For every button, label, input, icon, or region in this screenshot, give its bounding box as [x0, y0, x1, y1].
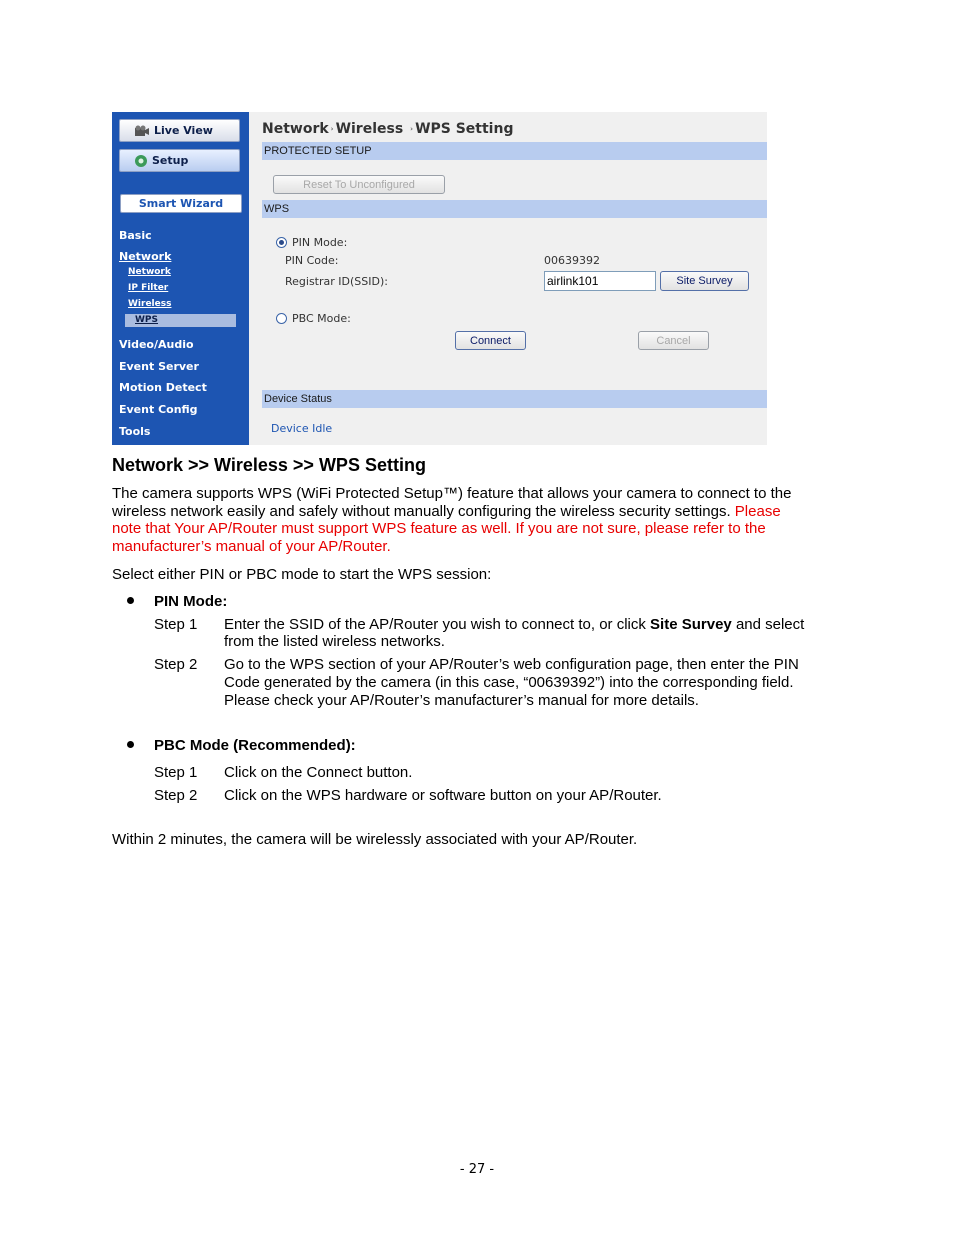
- nav-network[interactable]: Network: [119, 250, 172, 263]
- nav-event-server[interactable]: Event Server: [119, 360, 199, 373]
- device-status-header: Device Status: [262, 390, 767, 408]
- setup-button[interactable]: [119, 149, 240, 172]
- site-survey-emphasis: Site Survey: [650, 616, 732, 633]
- pin-mode-radio[interactable]: [276, 237, 287, 248]
- pin-step1-text-end: and select: [735, 616, 805, 633]
- nav-basic[interactable]: Basic: [119, 229, 152, 242]
- intro-line-2-text: wireless network easily and safely without manually configuring the wireless security settings.: [112, 503, 731, 520]
- subnav-network[interactable]: Network: [128, 267, 171, 277]
- pin-step2-line-3: Please check your AP/Router’s manufacturer’s manual for more details.: [224, 692, 699, 709]
- pbc-step1-label: Step 1: [154, 764, 198, 781]
- intro-line-1: The camera supports WPS (WiFi Protected Setup™) feature that allows your camera to connect to the: [112, 485, 792, 502]
- intro-note-start: Please: [734, 503, 781, 520]
- select-mode-text: Select either PIN or PBC mode to start the WPS session:: [112, 566, 492, 583]
- pbc-step2-text: Click on the WPS hardware or software button on your AP/Router.: [224, 787, 662, 804]
- registrar-id-label: Registrar ID(SSID):: [285, 275, 388, 288]
- pin-mode-label: PIN Mode:: [292, 236, 348, 249]
- intro-note-line-3: note that Your AP/Router must support WPS feature as well. If you are not sure, please refer to the: [112, 520, 766, 537]
- intro-line-2: [112, 503, 781, 521]
- pin-step2-line-2: Code generated by the camera (in this case, “00639392”) into the corresponding field.: [224, 674, 794, 691]
- device-status-text: Device Idle: [271, 422, 333, 435]
- closing-text: Within 2 minutes, the camera will be wirelessly associated with your AP/Router.: [112, 831, 638, 848]
- intro-note-line-4: manufacturer’s manual of your AP/Router.: [112, 538, 391, 555]
- pin-code-label: PIN Code:: [285, 254, 339, 267]
- live-view-button[interactable]: [119, 119, 240, 142]
- site-survey-button[interactable]: Site Survey: [660, 271, 749, 291]
- nav-tools[interactable]: Tools: [119, 425, 151, 438]
- subnav-ip-filter[interactable]: IP Filter: [128, 283, 169, 293]
- pin-mode-heading: PIN Mode:: [154, 593, 228, 610]
- pin-step1-line-2: from the listed wireless networks.: [224, 633, 445, 650]
- pbc-mode-label: PBC Mode:: [292, 312, 351, 325]
- bullet-icon: [127, 741, 134, 748]
- breadcrumb-wps-setting: WPS Setting: [415, 121, 514, 137]
- connect-button[interactable]: Connect: [455, 331, 526, 350]
- bullet-icon: [127, 597, 134, 604]
- pbc-step2-label: Step 2: [154, 787, 198, 804]
- page-number: - 27 -: [459, 1162, 495, 1177]
- wps-section-header: WPS: [262, 200, 767, 218]
- cancel-button[interactable]: Cancel: [638, 331, 709, 350]
- subnav-wps[interactable]: WPS: [125, 314, 236, 327]
- wps-settings-panel: [249, 112, 767, 445]
- pin-step1-text: Enter the SSID of the AP/Router you wish to connect to, or click: [224, 616, 646, 633]
- subnav-wireless[interactable]: Wireless: [128, 299, 172, 309]
- nav-event-config[interactable]: Event Config: [119, 403, 198, 416]
- smart-wizard-button[interactable]: Smart Wizard: [120, 194, 242, 213]
- section-heading: Network >> Wireless >> WPS Setting: [112, 455, 426, 475]
- pbc-mode-radio[interactable]: [276, 313, 287, 324]
- live-view-label: Live View: [154, 124, 213, 137]
- breadcrumb-network: Network: [262, 121, 329, 137]
- ssid-input[interactable]: [544, 271, 656, 291]
- reset-to-unconfigured-button[interactable]: Reset To Unconfigured: [273, 175, 445, 194]
- sidebar: [112, 112, 249, 445]
- camera-icon: [134, 125, 150, 137]
- pbc-mode-heading: PBC Mode (Recommended):: [154, 737, 356, 754]
- chevron-right-icon: ›: [330, 125, 334, 133]
- nav-motion-detect[interactable]: Motion Detect: [119, 381, 207, 394]
- setup-label: Setup: [152, 154, 189, 167]
- camera-ui-screenshot: [112, 112, 767, 445]
- breadcrumb-wireless: Wireless: [335, 121, 404, 137]
- breadcrumb: [262, 121, 513, 137]
- pin-step2-line-1: Go to the WPS section of your AP/Router’s web configuration page, then enter the PIN: [224, 656, 799, 673]
- setup-icon: [134, 154, 148, 168]
- chevron-right-icon: ›: [410, 125, 414, 133]
- pbc-step1-text: Click on the Connect button.: [224, 764, 413, 781]
- pin-step1-label: Step 1: [154, 616, 198, 633]
- pin-step2-label: Step 2: [154, 656, 198, 673]
- pin-step1-line-1: [224, 616, 804, 634]
- nav-video-audio[interactable]: Video/Audio: [119, 338, 194, 351]
- protected-setup-header: PROTECTED SETUP: [262, 142, 767, 160]
- pin-code-value: 00639392: [544, 254, 600, 267]
